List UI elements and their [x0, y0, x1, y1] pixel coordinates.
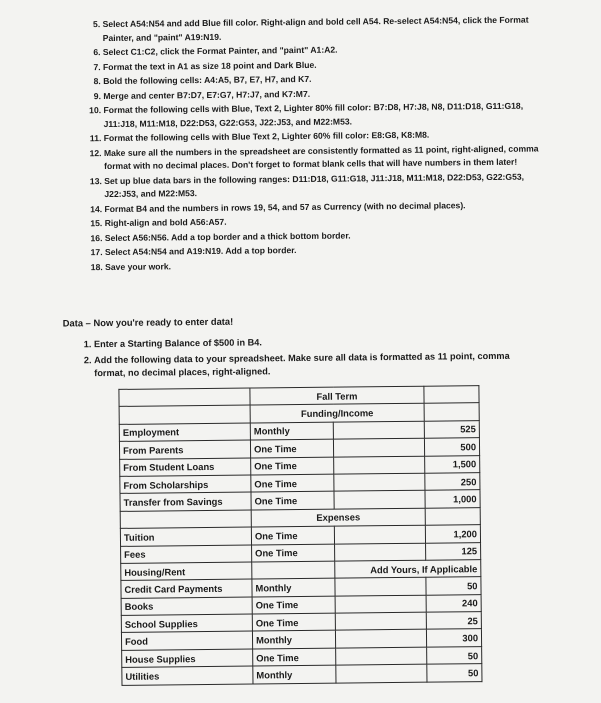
blank-cell	[334, 491, 425, 509]
row-frequency: One Time	[251, 457, 334, 475]
row-frequency: Monthly	[252, 578, 335, 596]
instruction-item: 9. Merge and center B7:D7, E7:G7, H7:J7, and K7:M7.	[103, 85, 555, 103]
row-amount: 1,500	[425, 455, 480, 473]
instruction-item: 5. Select A54:N54 and add Blue fill color. Right-align and bold cell A54. Re-select A54:N54, click the Format Painter, and "paint" A19:N19.	[103, 13, 555, 45]
row-label: From Parents	[119, 440, 250, 459]
row-frequency: One Time	[250, 439, 333, 457]
instruction-item: 10. Format the following cells with Blue, Text 2, Lighter 80% fill color: B7:D8, H7:J8, N8, D11:D18, G11:G18, J11:J18, M11:M18, D22:D53, G22:G53, J22:J53, and M22:M53.	[103, 99, 555, 131]
instruction-item: 12. Make sure all the numbers in the spreadsheet are consistently formatted as 11 point, right-aligned, comma format with no decimal places. Don't forget to format blank cells that will have numbers in them later!	[104, 142, 556, 174]
row-amount: 50	[427, 646, 482, 664]
funding-header: Funding/Income	[250, 404, 424, 423]
row-frequency: One Time	[253, 648, 336, 666]
row-amount: 1,000	[425, 490, 480, 508]
row-label: Food	[121, 631, 252, 650]
expenses-header: Expenses	[251, 508, 425, 527]
instruction-item: 8. Bold the following cells: A4:A5, B7, E7, H7, and K7.	[103, 70, 555, 88]
row-frequency: One Time	[251, 491, 334, 509]
row-label: Transfer from Savings	[120, 492, 251, 511]
row-frequency: One Time	[252, 613, 335, 631]
row-amount: 525	[424, 420, 479, 438]
blank-cell	[335, 612, 426, 630]
row-frequency: One Time	[252, 596, 335, 614]
row-label: Employment	[119, 423, 250, 442]
blank-cell	[120, 510, 251, 529]
row-frequency: Monthly	[253, 665, 336, 683]
row-amount: 25	[426, 612, 481, 630]
row-frequency: One Time	[251, 474, 334, 492]
instruction-item: 11. Format the following cells with Blue Text 2, Lighter 60% fill color: E8:G8, K8:M8.	[104, 127, 556, 145]
row-label: School Supplies	[121, 614, 252, 633]
blank-cell	[425, 507, 480, 525]
row-label: Utilities	[122, 666, 253, 685]
blank-cell	[252, 561, 335, 579]
blank-cell	[336, 647, 427, 665]
row-frequency: Monthly	[250, 422, 333, 440]
instruction-item: 6. Select C1:C2, click the Format Painter, and "paint" A1:A2.	[103, 41, 555, 59]
row-label: From Student Loans	[120, 458, 251, 477]
instruction-item: 18. Save your work.	[105, 256, 557, 274]
housing-note: Add Yours, If Applicable	[335, 560, 481, 579]
row-label: Housing/Rent	[121, 562, 252, 581]
row-label: From Scholarships	[120, 475, 251, 494]
row-amount: 500	[424, 438, 479, 456]
instruction-item: 7. Format the text in A1 as size 18 point and Dark Blue.	[103, 56, 555, 74]
row-amount: 240	[426, 594, 481, 612]
row-amount: 300	[426, 629, 481, 647]
row-label: Tuition	[120, 527, 251, 546]
section-title: Data – Now you're ready to enter data!	[62, 315, 234, 329]
blank-cell	[335, 595, 426, 613]
blank-cell	[335, 577, 426, 595]
instruction-item: 17. Select A54:N54 and A19:N19. Add a top border.	[105, 241, 557, 259]
instruction-item: 14. Format B4 and the numbers in rows 19, 54, and 57 as Currency (with no decimal places).	[104, 198, 556, 216]
blank-cell	[336, 664, 427, 682]
blank-cell	[335, 630, 426, 648]
row-amount: 50	[426, 577, 481, 595]
data-step-item: 1. Enter a Starting Balance of $500 in B4.	[94, 334, 536, 352]
row-label: Books	[121, 597, 252, 616]
data-steps	[76, 334, 536, 383]
blank-cell	[333, 421, 424, 439]
row-amount: 125	[426, 542, 481, 560]
row-amount: 250	[425, 473, 480, 491]
blank-cell	[334, 473, 425, 491]
data-table	[118, 385, 482, 685]
blank-cell	[334, 456, 425, 474]
instruction-item: 15. Right-align and bold A56:A57.	[105, 212, 557, 230]
row-label: Credit Card Payments	[121, 579, 252, 598]
blank-cell	[333, 438, 424, 456]
term-header: Fall Term	[250, 386, 424, 405]
instruction-item: 13. Set up blue data bars in the following ranges: D11:D18, G11:G18, J11:J18, M11:M18, D22:D53, G22:G53, J22:J53, and M22:M53.	[104, 170, 556, 202]
instruction-list	[85, 13, 558, 275]
row-amount: 1,200	[425, 525, 480, 543]
blank-cell	[334, 525, 425, 543]
row-frequency: One Time	[252, 544, 335, 562]
row-label: Fees	[121, 545, 252, 564]
table-row	[122, 664, 482, 685]
row-amount: 50	[427, 664, 482, 682]
blank-cell	[335, 543, 426, 561]
row-frequency: Monthly	[252, 631, 335, 649]
data-step-item: 2. Add the following data to your spreadsheet. Make sure all data is formatted as 11 point, comma format, no decimal places, right-aligned.	[94, 349, 536, 381]
row-label: House Supplies	[122, 649, 253, 668]
row-frequency: One Time	[251, 526, 334, 544]
instruction-item: 16. Select A56:N56. Add a top border and a thick bottom border.	[105, 227, 557, 245]
